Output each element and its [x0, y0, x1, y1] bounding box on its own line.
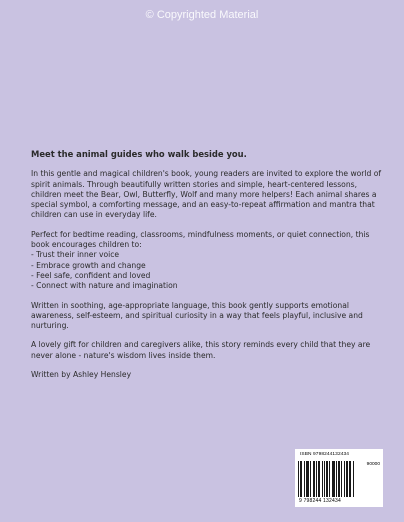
list-item: - Feel safe, confident and loved [31, 270, 151, 280]
list-item: - Connect with nature and imagination [31, 281, 178, 291]
barcode-icon [298, 461, 354, 497]
blurb-heading: Meet the animal guides who walk beside you. [31, 149, 247, 159]
blurb-paragraph-2-intro: Perfect for bedtime reading, classrooms, mindfulness moments, or quiet connection, this book encourages children to: [31, 229, 370, 250]
blurb-paragraph-4: A lovely gift for children and caregivers alike, this story reminds every child that they are never alone - nature's wisdom lives inside them. [31, 340, 371, 360]
list-item: - Trust their inner voice [31, 250, 120, 260]
isbn-barcode-box [295, 449, 383, 507]
copyright-watermark: © Copyrighted Material [145, 9, 259, 21]
barcode-digits: 9 798244 132434 [299, 498, 341, 504]
list-item: - Embrace growth and change [31, 260, 146, 270]
blurb-paragraph-1: In this gentle and magical children's book, young readers are invited to explore the world of spirit animals. Through beautifully written stories and simple, heart-centered lessons, children meet the Bear, Owl, Butterfly, Wolf and many more helpers! Each animal shares a special symbol, a comforting message, and an easy-to-repeat affirmation and mantra that children can use in everyday life. [31, 169, 382, 220]
blurb-paragraph-3: Written in soothing, age-appropriate language, this book gently supports emotional awareness, self-esteem, and spiritual curiosity in a way that feels playful, inclusive and nurturing. [31, 300, 363, 331]
author-line: Written by Ashley Hensley [31, 370, 132, 380]
isbn-label: ISBN 9798244132434 [300, 452, 350, 457]
benefits-list [31, 250, 383, 291]
price-code: 90000 [366, 462, 380, 467]
back-cover-text [31, 149, 383, 389]
blurb-paragraph-2 [31, 230, 383, 292]
